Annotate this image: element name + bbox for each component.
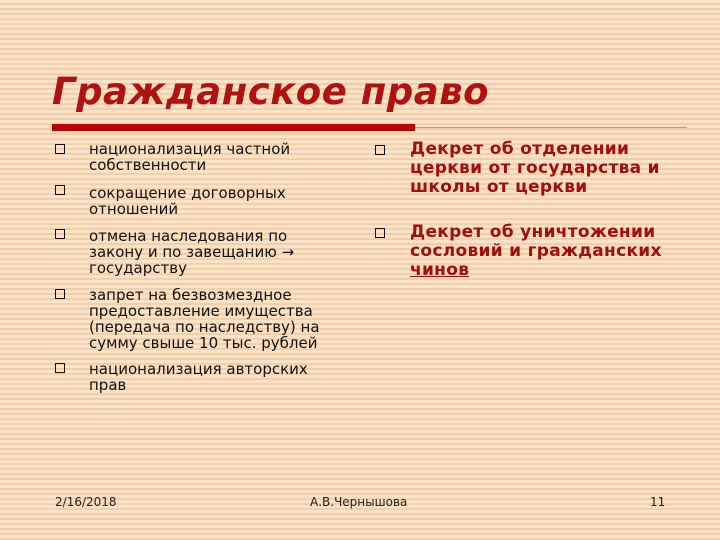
- title-divider-line: [415, 127, 687, 128]
- square-bullet-icon: [55, 289, 65, 299]
- right-item-chinov-word: чинов: [410, 260, 470, 280]
- footer-page-number: 11: [650, 495, 666, 509]
- square-bullet-icon: [55, 229, 65, 239]
- left-item-nationalization: национализация частной собственности: [89, 140, 291, 174]
- square-bullet-icon: [55, 185, 65, 195]
- slide-title: Гражданское право: [52, 70, 490, 113]
- left-item-gift-ban: запрет на безвозмездное предоставление имущества (передача по наследству) на сумму свыше 10 тыс. рублей: [89, 286, 320, 352]
- left-item-copyright: национализация авторских прав: [89, 360, 308, 394]
- title-accent-bar: [52, 124, 415, 131]
- right-item-church-decree: Декрет об отделении церкви от государства и школы от церкви: [410, 139, 660, 197]
- square-bullet-icon: [375, 228, 385, 238]
- left-item-inheritance: отмена наследования по закону и по завещанию → государству: [89, 227, 295, 277]
- square-bullet-icon: [55, 144, 65, 154]
- square-bullet-icon: [55, 363, 65, 373]
- square-bullet-icon: [375, 145, 385, 155]
- left-item-contracts: сокращение договорных отношений: [89, 184, 286, 218]
- right-item-estates-decree: [410, 223, 678, 280]
- footer-date: 2/16/2018: [55, 495, 117, 509]
- right-item-estates-text: Декрет об уничтожении сословий и гражданских: [410, 222, 662, 261]
- footer-author: А.В.Чернышова: [310, 495, 408, 509]
